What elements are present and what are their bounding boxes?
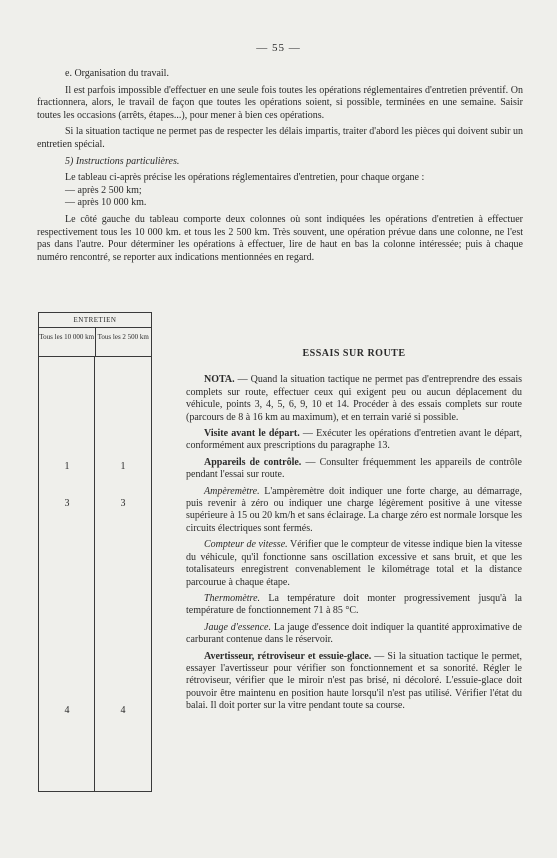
section-5-paragraph-1: Le tableau ci-après précise les opérations réglementaires d'entretien, pour chaque organe :	[65, 172, 425, 184]
essais-section	[186, 348, 522, 717]
table-subheader	[39, 328, 151, 357]
page-number: — 55 —	[256, 42, 301, 54]
visite-paragraph: Visite avant le départ. — Exécuter les opérations d'entretien avant le départ, conformément aux prescriptions du paragraphe 13.	[186, 428, 522, 452]
table-cell: 3	[120, 498, 126, 509]
column-divider	[94, 357, 95, 791]
section-5-heading: 5) Instructions particulières.	[65, 155, 180, 167]
compteur-label: Compteur de vitesse.	[204, 539, 288, 551]
table-header: ENTRETIEN	[39, 313, 151, 328]
section-title: ESSAIS SUR ROUTE	[302, 348, 406, 359]
nota-label: NOTA.	[204, 374, 235, 386]
table-body	[39, 357, 151, 791]
section-e-paragraph-1: Il est parfois impossible d'effectuer en une seule fois toutes les opérations réglementaires d'entretien préventif. On fractionnera, alors, le travail de façon que toutes les opérations soient, si possible, terminées en une semaine. Saisir toutes les occasions (arrêts, étapes...), pour mener à bien ces opérations.	[37, 84, 523, 121]
avertisseur-paragraph: Avertisseur, rétroviseur et essuie-glace. — Si la situation tactique le permet, essayer l'avertisseur pour vérifier son fonctionnement et sa sonorité. Régler le rétroviseur, vérifier que le miroir n'est pas brisé, ni décoloré. L'essuie-glace doit pouvoir être maintenu en position haute lorsqu'il n'est pas utilisé. Vérifier l'état du balai. Il doit porter sur la vitre pendant toute sa course.	[186, 650, 522, 712]
list-item: — après 10 000 km.	[65, 197, 147, 209]
nota-paragraph: NOTA. — Quand la situation tactique ne permet pas d'entreprendre des essais complets sur route, effectuer ceux qui exigent peu ou aucun déplacement du véhicule, points 3, 4, 5, 6, 9, 10 et 14. Procéder à des essais complets sur route (parcours de 8 à 16 km au maximum), et en terrain varié si possible.	[186, 374, 522, 423]
top-text	[37, 68, 523, 268]
amperemetre-label: Ampèremètre.	[204, 485, 260, 497]
visite-label: Visite avant le départ.	[204, 428, 300, 440]
thermometre-paragraph: Thermomètre. La température doit monter progressivement jusqu'à la température de fonctionnement 71 à 85 °C.	[186, 592, 522, 617]
jauge-paragraph: Jauge d'essence. La jauge d'essence doit indiquer la quantité approximative de carburant contenue dans le réservoir.	[186, 621, 522, 646]
table-cell: 3	[64, 498, 70, 509]
avertisseur-label: Avertisseur, rétroviseur et essuie-glace.	[204, 650, 372, 662]
table-cell: 1	[120, 461, 126, 472]
appareils-label: Appareils de contrôle.	[204, 456, 302, 468]
interval-list	[65, 185, 523, 210]
amperemetre-paragraph: Ampèremètre. L'ampèremètre doit indiquer une forte charge, au démarrage, puis revenir à zéro ou indiquer une charge légèrement positive à une vitesse supérieure à 15 ou 20 km/h et sans éclairage. La charge zéro est normale lorsque les circuits électriques sont fermés.	[186, 485, 522, 534]
thermometre-label: Thermomètre.	[204, 592, 261, 604]
table-cell: 1	[64, 461, 70, 472]
section-e-heading: e. Organisation du travail.	[65, 68, 169, 79]
table-cell: 4	[120, 705, 126, 716]
column-header-2500: Tous les 2 500 km	[97, 333, 149, 341]
column-header-10000: Tous les 10 000 km	[39, 328, 96, 356]
table-cell: 4	[64, 705, 70, 716]
jauge-label: Jauge d'essence.	[204, 621, 271, 633]
appareils-paragraph: Appareils de contrôle. — Consulter fréquemment les appareils de contrôle pendant l'essai sur route.	[186, 456, 522, 481]
compteur-paragraph: Compteur de vitesse. Vérifier que le compteur de vitesse indique bien la vitesse du véhicule, qu'il fonctionne sans oscillation excessive et sans bruit, et que les totalisateurs enregistrent convenablement le kilométrage total et la distance parcourue à chaque étape.	[186, 539, 523, 588]
section-5-paragraph-2: Le côté gauche du tableau comporte deux colonnes où sont indiquées les opérations d'entretien à effectuer respectivement tous les 10 000 km. et tous les 2 500 km. Très souvent, une opération prévue dans une colonne, ne l'est pas dans l'autre. Pour déterminer les opérations à effectuer, lire de haut en bas la colonne intéressée; puis à chaque numéro rencontré, se reporter aux indications mentionnées en regard.	[37, 213, 523, 263]
entretien-table	[38, 312, 152, 792]
list-item: — après 2 500 km;	[65, 184, 142, 196]
section-e-paragraph-2: Si la situation tactique ne permet pas de respecter les délais impartis, traiter d'abord les pièces qui doivent subir un entretien spécial.	[37, 126, 523, 150]
